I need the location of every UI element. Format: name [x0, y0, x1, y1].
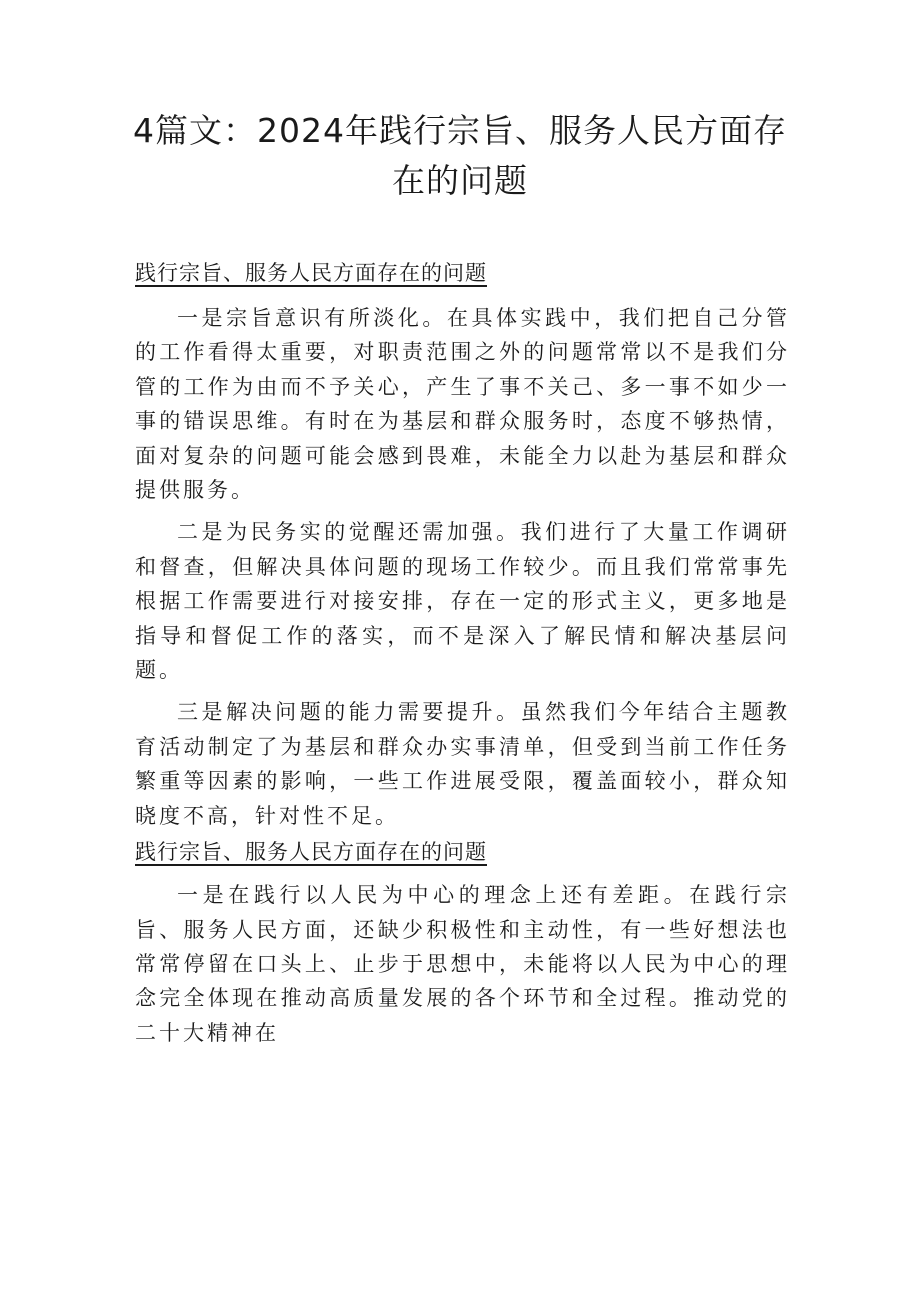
section-heading: 践行宗旨、服务人民方面存在的问题 [135, 261, 487, 285]
paragraph: 一是在践行以人民为中心的理念上还有差距。在践行宗旨、服务人民方面，还缺少积极性和主动性，有一些好想法也常常停留在口头上、止步于思想中，未能将以人民为中心的理念完全体现在推动高质量发展的各个环节和全过程。推动党的二十大精神在 [135, 883, 790, 1045]
document-body [135, 256, 790, 1050]
document-title [120, 106, 800, 206]
title-line-1: 4篇文：2024年践行宗旨、服务人民方面存 [133, 111, 787, 150]
title-line-2: 在的问题 [392, 161, 528, 200]
paragraph: 三是解决问题的能力需要提升。虽然我们今年结合主题教育活动制定了为基层和群众办实事清单，但受到当前工作任务繁重等因素的影响，一些工作进展受限，覆盖面较小，群众知晓度不高，针对性不足。 [135, 700, 790, 828]
paragraph: 一是宗旨意识有所淡化。在具体实践中，我们把自己分管的工作看得太重要，对职责范围之外的问题常常以不是我们分管的工作为由而不予关心，产生了事不关己、多一事不如少一事的错误思维。有时在为基层和群众服务时，态度不够热情，面对复杂的问题可能会感到畏难，未能全力以赴为基层和群众提供服务。 [135, 306, 790, 503]
section-heading: 践行宗旨、服务人民方面存在的问题 [135, 840, 487, 865]
paragraph: 二是为民务实的觉醒还需加强。我们进行了大量工作调研和督查，但解决具体问题的现场工作较少。而且我们常常事先根据工作需要进行对接安排，存在一定的形式主义，更多地是指导和督促工作的落实，而不是深入了解民情和解决基层问题。 [135, 520, 790, 683]
